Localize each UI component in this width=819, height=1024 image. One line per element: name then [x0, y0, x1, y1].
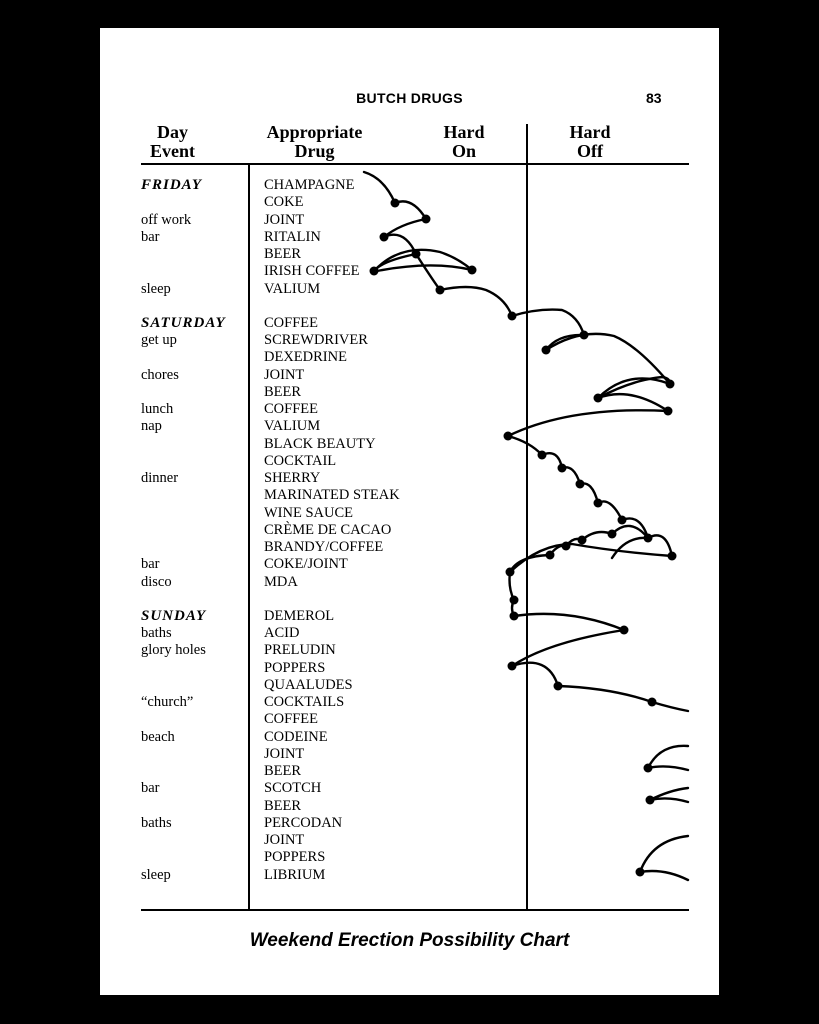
sunday-curves — [510, 572, 689, 880]
drug-label: BLACK BEAUTY — [264, 436, 376, 452]
event-label: get up — [141, 332, 177, 348]
event-label: lunch — [141, 401, 174, 417]
event-label: glory holes — [141, 642, 206, 658]
event-label: baths — [141, 815, 172, 831]
drug-label: MARINATED STEAK — [264, 487, 400, 503]
book-page — [100, 28, 719, 995]
drug-label: DEMEROL — [264, 608, 335, 624]
drug-label: BEER — [264, 384, 302, 400]
drug-label: IRISH COFFEE — [264, 263, 360, 279]
column-header-hard-on-line2: On — [451, 141, 476, 161]
drug-label: CHAMPAGNE — [264, 177, 355, 193]
drug-label: DEXEDRINE — [264, 349, 347, 365]
event-label: chores — [141, 367, 179, 383]
drug-label: VALIUM — [264, 281, 321, 297]
drug-label: ACID — [264, 625, 300, 641]
drug-label: QUAALUDES — [264, 677, 353, 693]
event-label: nap — [141, 418, 162, 434]
event-label: off work — [141, 212, 192, 228]
drug-label: COCKTAIL — [264, 453, 337, 469]
friday-curves — [364, 172, 512, 316]
event-label: bar — [141, 229, 160, 245]
column-header-drug-line2: Drug — [294, 141, 335, 161]
drug-label: COKE/JOINT — [264, 556, 348, 572]
day-label: SATURDAY — [141, 315, 226, 331]
drug-label: BEER — [264, 798, 302, 814]
drug-label: POPPERS — [264, 849, 326, 865]
drug-label: BRANDY/COFFEE — [264, 539, 384, 555]
drug-label: PRELUDIN — [264, 642, 336, 658]
drug-label: SCOTCH — [264, 780, 322, 796]
day-label: FRIDAY — [141, 177, 203, 193]
column-header-hard-on-line1: Hard — [443, 122, 485, 142]
column-header-hard-off-line1: Hard — [569, 122, 611, 142]
drug-label: POPPERS — [264, 660, 326, 676]
drug-label: BEER — [264, 246, 302, 262]
drug-label: RITALIN — [264, 229, 321, 245]
drug-label: CODEINE — [264, 729, 328, 745]
drug-label: JOINT — [264, 746, 305, 762]
drug-label: COFFEE — [264, 401, 318, 417]
drug-label: JOINT — [264, 212, 305, 228]
event-label: bar — [141, 780, 160, 796]
chart-caption: Weekend Erection Possibility Chart — [249, 930, 570, 951]
drug-label: BEER — [264, 763, 302, 779]
drug-label: COCKTAILS — [264, 694, 345, 710]
event-label: beach — [141, 729, 175, 745]
event-label: sleep — [141, 867, 171, 883]
running-head: BUTCH DRUGS — [356, 90, 463, 106]
drug-label: CRÈME DE CACAO — [264, 522, 392, 538]
drug-label: JOINT — [264, 367, 305, 383]
drug-label: SCREWDRIVER — [264, 332, 368, 348]
saturday-curves — [508, 310, 672, 572]
event-label: dinner — [141, 470, 179, 486]
drug-label: COFFEE — [264, 315, 318, 331]
event-label: “church” — [141, 694, 194, 710]
drug-label: VALIUM — [264, 418, 321, 434]
day-label: SUNDAY — [141, 608, 207, 624]
event-label: disco — [141, 574, 172, 590]
column-header-drug-line1: Appropriate — [266, 122, 363, 142]
column-header-hard-off-line2: Off — [577, 141, 603, 161]
drug-label: MDA — [264, 574, 298, 590]
drug-label: COKE — [264, 194, 304, 210]
column-header-event: Event — [150, 141, 195, 161]
drug-label: JOINT — [264, 832, 305, 848]
event-label: bar — [141, 556, 160, 572]
event-label: baths — [141, 625, 172, 641]
page-number: 83 — [646, 90, 662, 106]
erection-curve-drawing — [100, 28, 719, 995]
drug-label: COFFEE — [264, 711, 318, 727]
drug-label: LIBRIUM — [264, 867, 326, 883]
drug-label: SHERRY — [264, 470, 321, 486]
curve-dots — [370, 199, 677, 877]
drug-label: WINE SAUCE — [264, 505, 354, 521]
drug-label: PERCODAN — [264, 815, 343, 831]
event-label: sleep — [141, 281, 171, 297]
column-header-day: Day — [157, 122, 188, 142]
